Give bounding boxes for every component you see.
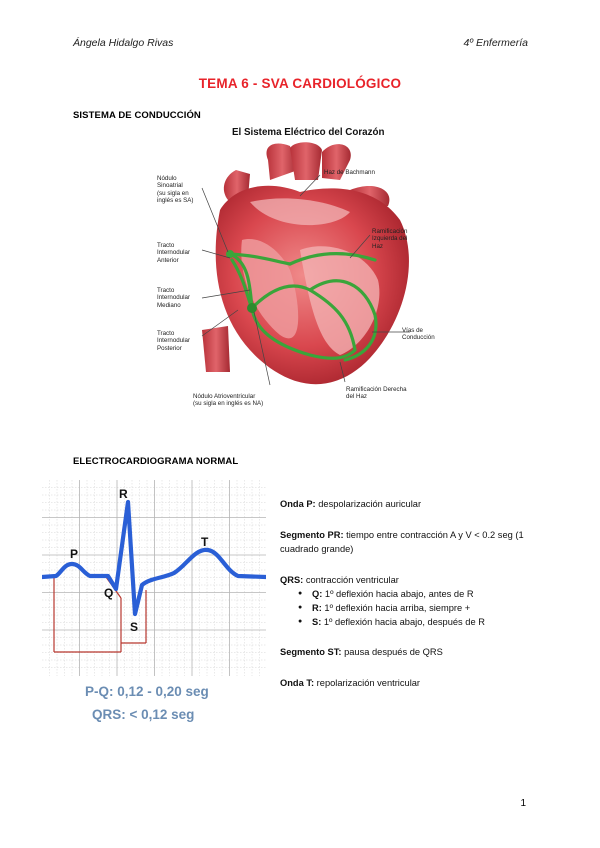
bullet-s-text: 1º deflexión hacia abajo, después de R	[321, 617, 485, 627]
ecg-diagram	[42, 480, 266, 676]
bullet-q-label: Q:	[312, 589, 323, 599]
label-av-node: Nódulo Atrioventricular (su sigla en inglés es NA)	[193, 393, 264, 408]
page-number: 1	[520, 798, 526, 809]
ecg-label-t: T	[201, 535, 209, 549]
qrs-interval: QRS: < 0,12 seg	[92, 707, 195, 722]
definition-st-text: pausa después de QRS	[341, 647, 443, 657]
definition-qrs-text: contracción ventricular	[303, 575, 399, 585]
definition-p-wave-text: despolarización auricular	[315, 499, 422, 509]
section-ecg-heading: ELECTROCARDIOGRAMA NORMAL	[73, 456, 239, 467]
definition-t-wave	[280, 676, 542, 690]
ecg-label-p: P	[70, 547, 79, 561]
definition-pr-segment	[280, 528, 542, 556]
label-middle-tract: Tracto Internodular Mediano	[157, 287, 191, 309]
heart-figure-title: El Sistema Eléctrico del Corazón	[232, 127, 385, 138]
bullet-r-text: 1º deflexión hacia arriba, siempre +	[321, 603, 471, 613]
section-conduction-heading: SISTEMA DE CONDUCCIÓN	[73, 110, 201, 121]
label-conduction-paths: Vías de Conducción	[402, 327, 435, 342]
definition-st-label: Segmento ST:	[280, 647, 342, 657]
header-course: 4º Enfermería	[463, 37, 528, 49]
page-title: TEMA 6 - SVA CARDIOLÓGICO	[198, 76, 402, 91]
definition-t-label: Onda T:	[280, 678, 315, 688]
definition-t-text: repolarización ventricular	[314, 678, 421, 688]
pq-interval: P-Q: 0,12 - 0,20 seg	[85, 684, 209, 699]
bullet-s-label: S:	[312, 617, 322, 627]
header-author: Ángela Hidalgo Rivas	[73, 37, 174, 49]
ecg-label-q: Q	[104, 586, 114, 600]
bullet-q-text: 1º deflexión hacia abajo, antes de R	[322, 589, 474, 599]
definition-st-segment	[280, 645, 542, 659]
label-anterior-tract: Tracto Internodular Anterior	[157, 242, 191, 264]
bullet-r-label: R:	[312, 603, 322, 613]
list-item	[280, 615, 550, 629]
label-posterior-tract: Tracto Internodular Posterior	[157, 330, 191, 352]
ecg-label-s: S	[130, 620, 139, 634]
definition-pr-label: Segmento PR:	[280, 530, 344, 540]
list-item	[280, 587, 550, 601]
definition-qrs-label: QRS:	[280, 575, 304, 585]
definition-p-wave	[280, 497, 540, 511]
definition-p-wave-label: Onda P:	[280, 499, 316, 509]
heart-illustration	[150, 140, 460, 415]
ecg-label-r: R	[119, 487, 128, 501]
definition-pr-text: tiempo entre contracción A y V < 0.2 seg (1 cuadrado grande)	[280, 530, 524, 554]
label-left-branch: Ramificación Izquierda del Haz	[372, 228, 408, 250]
label-right-branch: Ramificación Derecha del Haz	[346, 386, 407, 401]
definition-qrs	[280, 573, 550, 629]
label-bachmann: Haz de Bachmann	[324, 169, 375, 176]
label-sa-node: Nódulo Sinoatrial (su sigla en inglés es SA)	[157, 175, 194, 205]
list-item	[280, 601, 550, 615]
